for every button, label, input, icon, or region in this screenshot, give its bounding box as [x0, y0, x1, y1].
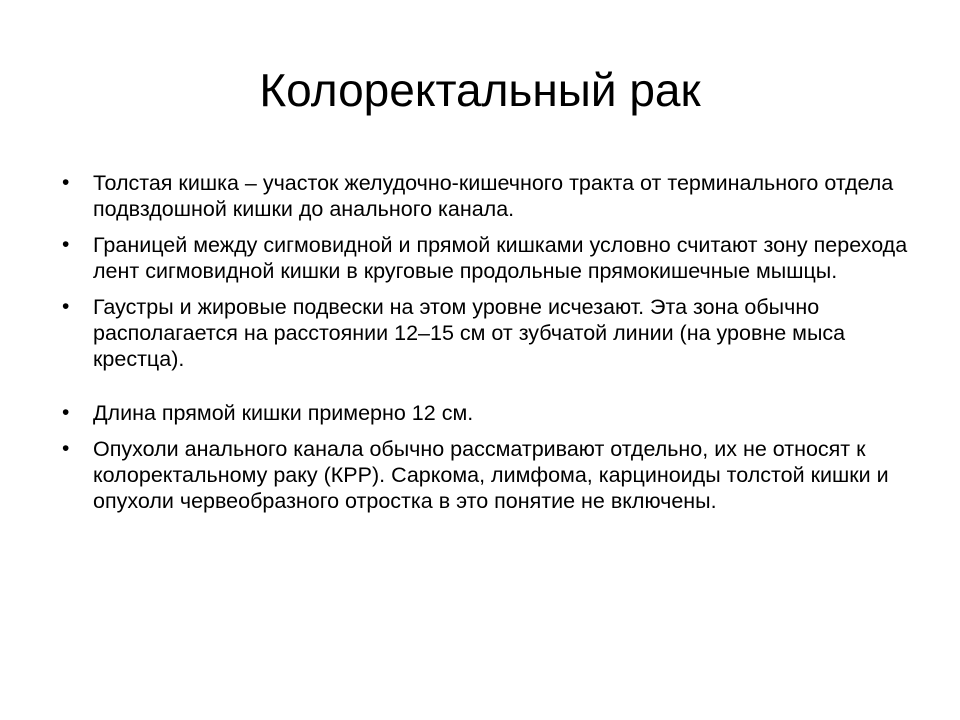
bullet-dot-icon: • — [62, 233, 70, 256]
bullet-dot-icon: • — [62, 437, 70, 460]
bullet-list — [62, 170, 912, 524]
bullet-text: Длина прямой кишки примерно 12 см. — [93, 401, 474, 425]
slide-title: Колоректальный рак — [259, 64, 701, 116]
bullet-text: Гаустры и жировые подвески на этом уровне исчезают. Эта зона обычно располагается на расстоянии 12–15 см от зубчатой линии (на уровне мыса крестца). — [93, 295, 846, 371]
bullet-text: Границей между сигмовидной и прямой кишками условно считают зону перехода лент сигмовидной кишки в круговые продольные прямокишечные мышцы. — [93, 233, 908, 283]
bullet-dot-icon: • — [62, 295, 70, 318]
bullet-item — [62, 400, 912, 426]
bullet-text: Опухоли анального канала обычно рассматривают отдельно, их не относят к колоректальному раку (КРР). Саркома, лимфома, карциноиды толстой кишки и опухоли червеобразного отростка в это понятие не включены. — [93, 437, 889, 513]
bullet-item — [62, 170, 912, 222]
bullet-item — [62, 436, 912, 514]
bullet-text: Толстая кишка – участок желудочно-кишечного тракта от терминального отдела подвздошной кишки до анального канала. — [93, 171, 894, 221]
bullet-item — [62, 232, 912, 284]
bullet-dot-icon: • — [62, 171, 70, 194]
bullet-dot-icon: • — [62, 401, 70, 424]
bullet-item — [62, 294, 912, 372]
